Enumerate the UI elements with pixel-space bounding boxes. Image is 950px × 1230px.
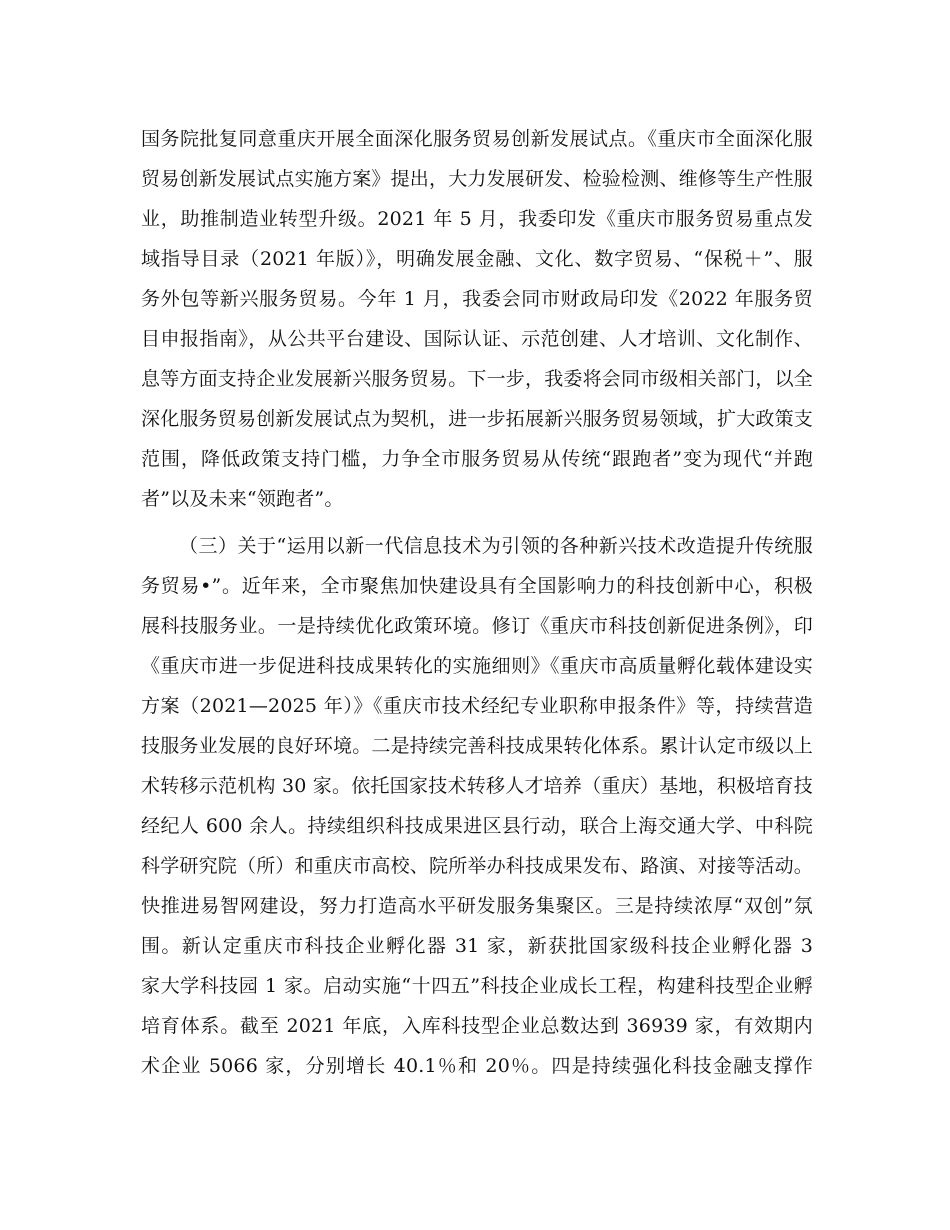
paragraph-2-line: 家大学科技园 1 家。启动实施“十四五”科技企业成长工程，构建科技型企业孵 [141,975,813,997]
paragraph-1-line: 范围，降低政策支持门槛，力争全市服务贸易从传统“跟跑者”变为现代“并跑 [141,448,813,470]
paragraph-1-line: 深化服务贸易创新发展试点为契机，进一步拓展新兴服务贸易领域，扩大政策支 [141,408,813,430]
paragraph-2-line: 培育体系。截至 2021 年底，入库科技型企业总数达到 36939 家，有效期内 [141,1015,813,1037]
paragraph-2-line: 围。新认定重庆市科技企业孵化器 31 家，新获批国家级科技企业孵化器 3 [141,935,813,957]
paragraph-2-line: 术企业 5066 家，分别增长 40.1％和 20％。四是持续强化科技金融支撑作 [141,1055,813,1077]
paragraph-1-line: 域指导目录（2021 年版）》，明确发展金融、文化、数字贸易、“保税＋”、服 [141,248,813,270]
paragraph-2-line: 方案（2021—2025 年）》《重庆市技术经纪专业职称申报条件》等，持续营造 [141,695,813,717]
paragraph-1-line: 息等方面支持企业发展新兴服务贸易。下一步，我委将会同市级相关部门，以全 [141,368,813,390]
paragraph-2-line: 科学研究院（所）和重庆市高校、院所举办科技成果发布、路演、对接等活动。 [141,855,813,877]
paragraph-2-line: 技服务业发展的良好环境。二是持续完善科技成果转化体系。累计认定市级以上 [141,735,813,757]
paragraph-1-line: 目申报指南》，从公共平台建设、国际认证、示范创建、人才培训、文化制作、 [141,328,813,350]
paragraph-1-line: 务外包等新兴服务贸易。今年 1 月，我委会同市财政局印发《2022 年服务贸 [141,288,813,310]
paragraph-2-line: 经纪人 600 余人。持续组织科技成果进区县行动，联合上海交通大学、中科院 [141,815,813,837]
paragraph-2-line: 务贸易•”。近年来，全市聚焦加快建设具有全国影响力的科技创新中心，积极 [141,575,813,597]
paragraph-1-line-last: 者”以及未来“领跑者”。 [141,488,344,510]
paragraph-2-line: 术转移示范机构 30 家。依托国家技术转移人才培养（重庆）基地，积极培育技 [141,775,813,797]
paragraph-2-line: 《重庆市进一步促进科技成果转化的实施细则》《重庆市高质量孵化载体建设实 [141,655,813,677]
paragraph-2-line: 展科技服务业。一是持续优化政策环境。修订《重庆市科技创新促进条例》，印 [141,615,813,637]
paragraph-1-line: 业，助推制造业转型升级。2021 年 5 月，我委印发《重庆市服务贸易重点发 [141,208,813,230]
paragraph-2-line: 快推进易智网建设，努力打造高水平研发服务集聚区。三是持续浓厚“双创”氛 [141,895,813,917]
paragraph-1-line: 贸易创新发展试点实施方案》提出，大力发展研发、检验检测、维修等生产性服 [141,168,813,190]
paragraph-2-first-line: （三）关于“运用以新一代信息技术为引领的各种新兴技术改造提升传统服 [179,535,813,557]
paragraph-1-line: 国务院批复同意重庆开展全面深化服务贸易创新发展试点。《重庆市全面深化服 [141,128,813,150]
